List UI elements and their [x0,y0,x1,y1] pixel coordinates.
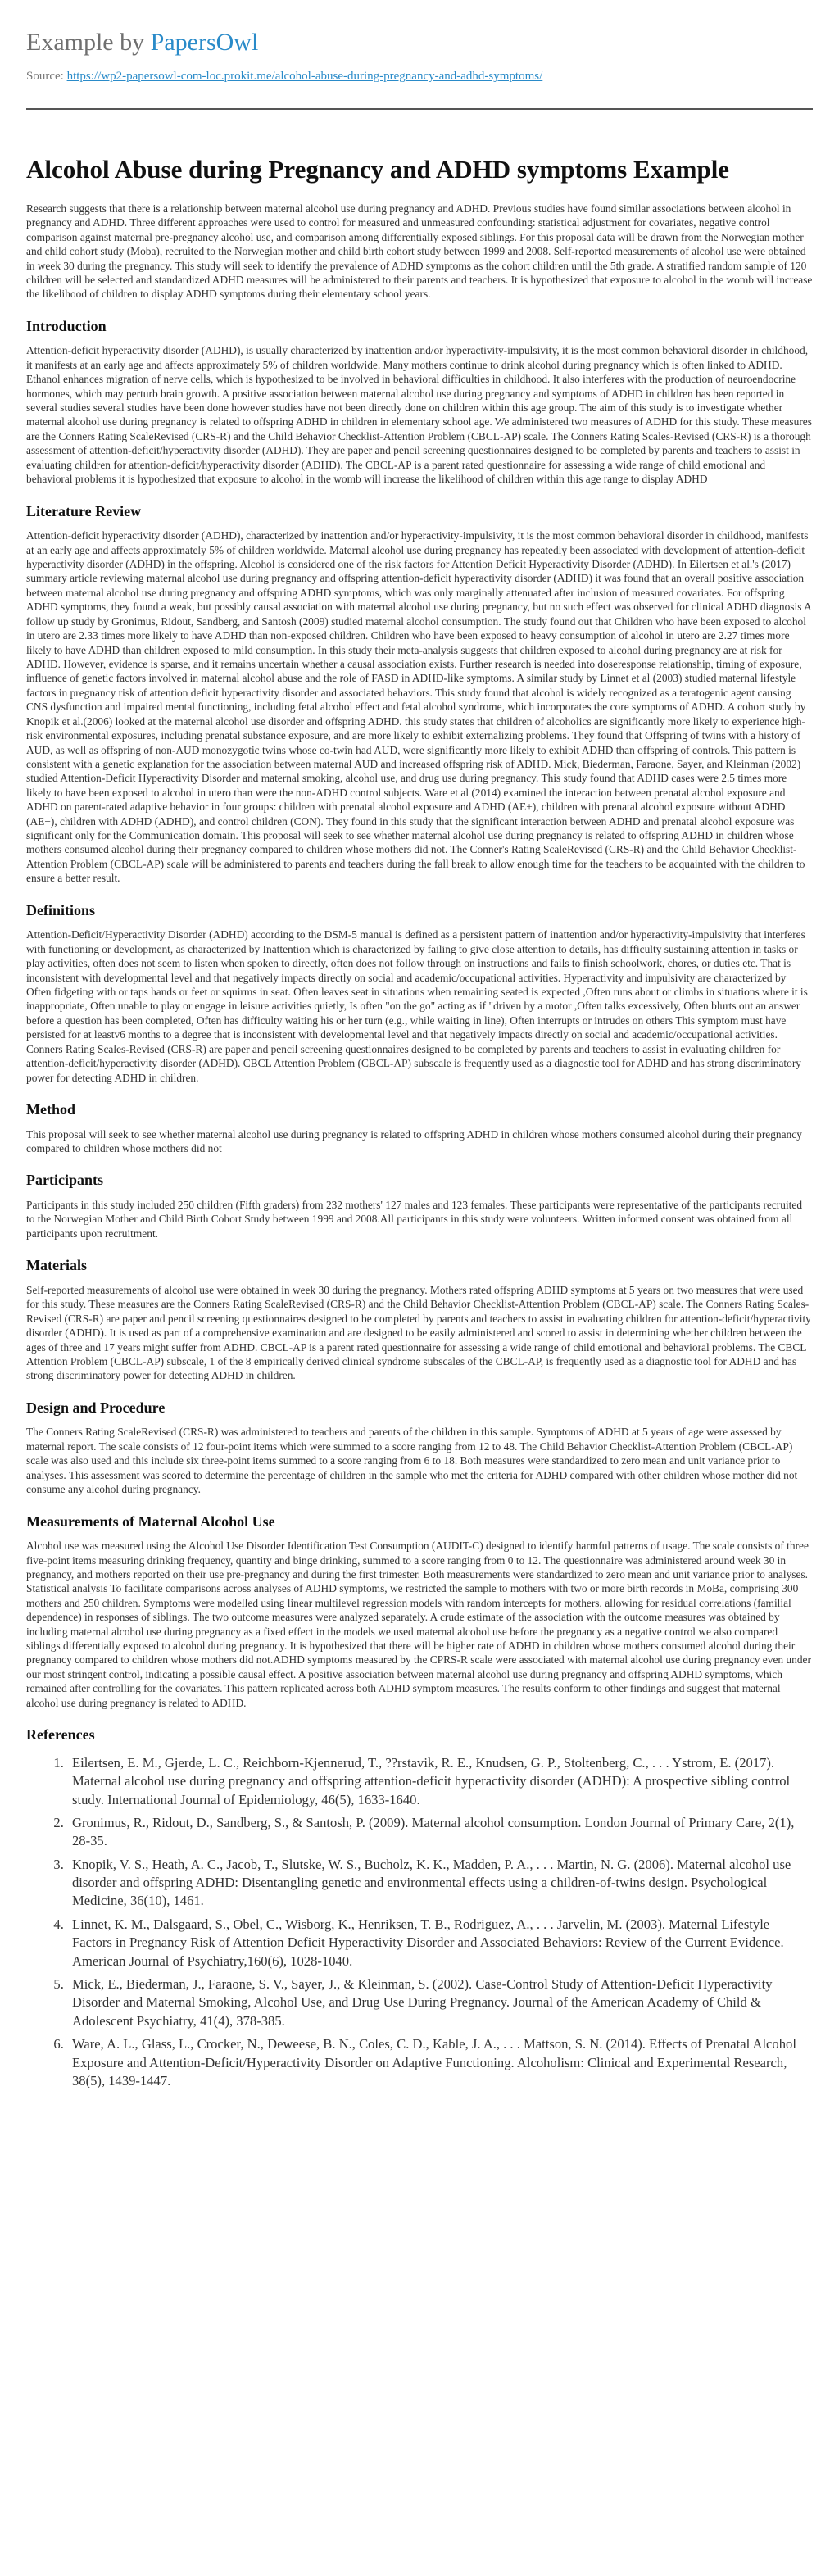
section-method [26,1101,813,1155]
reference-item: 1. Eilertsen, E. M., Gjerde, L. C., Reichborn-Kjennerud, T., ??rstavik, R. E., Knudsen, G. P., Stoltenberg, C., . . . Ystrom, E. (2017). Maternal alcohol use during pregnancy and offspring attention-deficit hyperactivity disorder (ADHD): A prospective sibling control study. International Journal of Epidemiology, 46(5), 1633-1640. [67,1754,813,1809]
header-divider [26,108,813,110]
section-paragraph: Participants in this study included 250 children (Fifth graders) from 232 mothers' 127 males and 123 females. These participants were representative of the participants recruited to the Norwegian Mother and Child Birth Cohort Study between 1999 and 2008.All participants in this study were volunteers. Written informed consent was obtained from all participants upon recruitment. [26,1198,803,1240]
site-title-prefix: Example by [26,29,151,56]
section-heading: Materials [26,1257,87,1274]
source-label: Source: [26,70,67,83]
section-participants [26,1172,813,1240]
reference-item: 4. Linnet, K. M., Dalsgaard, S., Obel, C., Wisborg, K., Henriksen, T. B., Rodriguez, A., . . . Jarvelin, M. (2003). Maternal Lifestyle Factors in Pregnancy Risk of Attention Deficit Hyperactivity Disorder and Associated Behaviors: Review of the Current Evidence. American Journal of Psychiatry,160(6), 1028-1040. [67,1916,813,1971]
section-introduction [26,318,813,487]
section-paragraph: Self-reported measurements of alcohol use were obtained in week 30 during the pregnancy. Mothers rated offspring ADHD symptoms at 5 years on two measures that were used for this study. These measures are the Conners Rating ScaleRevised (CRS-R) and the Child Behavior Checklist-Attention Problem (CBCL-AP) scale. The Conners Rating Scales-Revised (CRS-R) are paper and pencil screening questionnaires designed to be completed by parents and teachers to assist in evaluating children for attention-deficit/hyperactivity disorder (ADHD). It is used as part of a comprehensive examination and are designed to be easily administered and scored to assist in determining whether children between the ages of three and 17 years might suffer from ADHD. CBCL-AP is a parent rated questionnaire for assessing a wide range of child emotional and behavioral problems. The CBCL Attention Problem (CBCL-AP) subscale, 1 of the 8 empirically derived clinical syndrome subscales of the CBCL-AP, is frequently used as a diagnostic tool for ADHD and has strong discriminatory power for detecting ADHD in children. [26,1283,811,1382]
section-heading: Method [26,1100,75,1118]
site-title [26,26,813,58]
section-definitions [26,902,813,1085]
reference-item: 2. Gronimus, R., Ridout, D., Sandberg, S., & Santosh, P. (2009). Maternal alcohol consumption. London Journal of Primary Care, 2(1), 28-35. [67,1814,813,1851]
reference-item: 6. Ware, A. L., Glass, L., Crocker, N., Deweese, B. N., Coles, C. D., Kable, J. A., . . . Mattson, S. N. (2014). Effects of Prenatal Alcohol Exposure and Attention-Deficit/Hyperactivity Disorder on Adaptive Functioning. Alcoholism: Clinical and Experimental Research, 38(5), 1439-1447. [67,2035,813,2090]
section-paragraph: The Conners Rating ScaleRevised (CRS-R) was administered to teachers and parents of the children in this sample. Symptoms of ADHD at 5 years of age were assessed by maternal report. The scale consists of 12 four-point items which were summed to a score ranging from 12 to 48. The Child Behavior Checklist-Attention Problem (CBCL-AP) scale was also used and this include six three-point items summed to a score ranging from 6 to 18. Both measures were standardized to zero mean and unit variance prior to analyses. This assessment was scored to determine the percentage of children in the sample who met the criteria for ADHD compared with other children whose mother did not consume any alcohol during pregnancy. [26,1426,798,1496]
references-heading: References [26,1726,95,1744]
reference-item: 3. Knopik, V. S., Heath, A. C., Jacob, T., Slutske, W. S., Bucholz, K. K., Madden, P. A., . . . Martin, N. G. (2006). Maternal alcohol use disorder and offspring ADHD: Disentangling genetic and environmental effects using a children-of-twins design. Psychological Medicine, 36(10), 1461. [67,1856,813,1911]
article-abstract: Research suggests that there is a relationship between maternal alcohol use during pregnancy and ADHD. Previous studies have found similar associations between alcohol in pregnancy and ADHD. Three different approaches were used to control for measured and unmeasured confounding: statistical adjustment for covariates, negative control comparison against maternal pre-pregnancy alcohol use, and comparison among differentially exposed siblings. For this proposal data will be drawn from the Norwegian mother and child cohort study (Moba), recruited to the Norwegian mother and child birth cohort study between 1999 and 2008. Self-reported measurements of alcohol use were obtained in week 30 during the pregnancy. This study will seek to identify the prevalence of ADHD symptoms as the cohort children until the 5th grade. A stratified random sample of 120 children will be selected and standardized ADHD measures will be administered to their parents and teachers. It is hypothesized that exposure to alcohol in the womb will increase the likelihood of children to display ADHD symptoms during their elementary school years. [26,202,813,301]
source-link[interactable]: https://wp2-papersowl-com-loc.prokit.me/alcohol-abuse-during-pregnancy-and-adhd-symptoms/ [66,70,543,83]
section-paragraph: Attention-deficit hyperactivity disorder (ADHD), characterized by inattention and/or hyperactivity-impulsivity, it is the most common behavioral disorder in childhood, manifests at an early age and affects approximately 5% of children worldwide. Maternal alcohol use during pregnancy has repeatedly been associated with development of attention-deficit hyperactivity disorder (ADHD) in the offspring. Alcohol is considered one of the risk factors for Attention Deficit Hyperactivity Disorder (ADHD). In Eilertsen et al.'s (2017) summary article reviewing maternal alcohol use during pregnancy and offspring attention-deficit hyperactivity disorder (ADHD) it was found that an overall positive association between maternal alcohol use during pregnancy and offspring ADHD symptoms, which was only marginally attenuated after inclusion of measured covariates. For offspring ADHD symptoms, they found a weak, but possibly causal association with maternal alcohol use during pregnancy, but no such effect was observed for clinical ADHD diagnosis A follow up study by Gronimus, Ridout, Sandberg, and Santosh (2009) studied maternal alcohol consumption. The study found out that Children who have been exposed to alcohol in utero are 2.33 times more likely to have ADHD than non-exposed children. Children who have been exposed to heavy consumption of alcohol in utero are 2.27 times more likely to have ADHD than children exposed to mild consumption. In this study their meta-analysis suggests that children exposed to alcohol during pregnancy are at risk for ADHD. However, evidence is sparse, and it remains uncertain whether a causal association exists. Further research is needed into doseresponse relationship, timing of exposure, influence of genetic factors involved in maternal alcohol abuse and the role of FASD in ADHD-like symptoms. A similar study by Linnet et al (2003) studied maternal lifestyle factors in pregnancy risk of attention deficit hyperactivity disorder and associated behaviors. This study found that alcohol is widely recognized as a teratogenic agent causing CNS dysfunction and impaired mental functioning, including fetal alcohol effect and fetal alcohol syndrome, which incorporates the core symptoms of ADHD. A cohort study by Knopik et al.(2006) looked at the maternal alcohol use disorder and offspring ADHD. this study states that children of alcoholics are significantly more likely to experience high-risk environmental exposures, including prenatal substance exposure, and are more likely to exhibit externalizing problems. They found that Offspring of twins with a history of AUD, as well as offspring of non-AUD monozygotic twins whose co-twin had AUD, were significantly more likely to exhibit ADHD than offspring of controls. This pattern is consistent with a genetic explanation for the association between maternal AUD and increased offspring risk of ADHD. Mick, Biederman, Faraone, Sayer, and Kleinman (2002) studied Attention-Deficit Hyperactivity Disorder and maternal smoking, alcohol use, and drug use during pregnancy. This study found that ADHD cases were 2.5 times more likely to have been exposed to alcohol in utero than were the non-ADHD control subjects. Ware et al (2014) examined the interaction between prenatal alcohol exposure and ADHD on parent-rated adaptive behavior in four groups: children with prenatal alcohol exposure and ADHD (AE+), children with prenatal alcohol exposure without ADHD (AE−), children with ADHD (ADHD), and control children (CON). They found in this study that the significant interaction between ADHD and prenatal alcohol exposure was significant only for the Communication domain. This proposal will seek to see whether maternal alcohol use during pregnancy is related to offspring ADHD in children whose mothers consumed alcohol during their pregnancy compared to children whose mothers did not. The Conner's Rating ScaleRevised (CRS-R) and the Child Behavior Checklist-Attention Problem (CBCL-AP) scale will be administered to parents and teachers during the fall break to allow enough time for the teachers to be acquainted with the children to ensure a better result. [26,529,811,885]
section-design-and-procedure [26,1399,813,1497]
article-title: Alcohol Abuse during Pregnancy and ADHD symptoms Example [26,155,730,184]
article [26,154,813,2090]
section-paragraph: This proposal will seek to see whether maternal alcohol use during pregnancy is related to offspring ADHD in children whose mothers consumed alcohol during their pregnancy compared to children whose mothers did not [26,1127,802,1154]
section-heading: Definitions [26,901,96,918]
brand-name: PapersOwl [150,29,259,56]
section-paragraph: Attention-deficit hyperactivity disorder (ADHD), is usually characterized by inattention and/or hyperactivity-impulsivity, it is the most common behavioral disorder in childhood, it manifests at an early age and affects approximately 5% of children worldwide. Many mothers continue to drink alcohol during pregnancy which is often linked to ADHD. Ethanol enhances migration of nerve cells, which is hypothesized to be involved in behavioral difficulties in childhood. It also interferes with the production of neuroendocrine hormones, which may perturb brain growth. A positive association between maternal alcohol use during pregnancy and symptoms of ADHD in children has been reported in several studies several studies have been done however studies have not been directly done on children within this age group. The aim of this study is to investigate whether maternal alcohol use during pregnancy is related to offspring ADHD in children in elementary school age. We administered two measures of ADHD for this study. These measures are the Conners Rating ScaleRevised (CRS-R) and the Child Behavior Checklist-Attention Problem (CBCL-AP) scale. The Conners Rating Scales-Revised (CRS-R) is a thorough assessment of attention-deficit/hyperactivity disorder (ADHD). They are paper and pencil screening questionnaires designed to be completed by parents and teachers to assist in evaluating children for attention-deficit/hyperactivity disorder (ADHD). The CBCL-AP is a parent rated questionnaire for assessing a wide range of child emotional and behavioral problems it is hypothesized that exposure to alcohol in the womb will increase the likelihood of children within this age range to display ADHD [26,344,812,486]
source-line [26,70,813,84]
section-paragraph: Attention-Deficit/Hyperactivity Disorder (ADHD) according to the DSM-5 manual is defined as a persistent pattern of inattention and/or hyperactivity-impulsivity that interferes with functioning or development, as characterized by Inattention which is characterized by failing to give close attention to details, has difficulty sustaining attention in tasks or play activities, often does not seem to listen when spoken to directly, often does not follow through on instructions and fails to finish schoolwork, chores, or duties etc. That is inconsistent with developmental level and that negatively impacts directly on social and academic/occupational activities. Hyperactivity and impulsivity are characterized by Often fidgeting with or taps hands or feet or squirms in seat. Often leaves seat in situations when remaining seated is expected ,Often runs about or climbs in situations where it is inappropriate, Often unable to play or engage in leisure activities quietly, Is often "on the go" acting as if "driven by a motor ,Often talks excessively, Often blurts out an answer before a question has been completed, Often has difficulty waiting his or her turn (e.g., while waiting in line), Often interrupts or intrudes on others This symptom must have persisted for at leastv6 months to a degree that is inconsistent with developmental level and that negatively impacts directly on social and academic/occupational activities. Conners Rating Scales-Revised (CRS-R) are paper and pencil screening questionnaires designed to be completed by parents and teachers to assist in evaluating children for attention-deficit/hyperactivity disorder (ADHD). CBCL Attention Problem (CBCL-AP) subscale is frequently used as a diagnostic tool for ADHD and has strong discriminatory power for detecting ADHD in children. [26,928,808,1084]
section-materials [26,1257,813,1383]
section-literature-review [26,503,813,886]
section-paragraph: Alcohol use was measured using the Alcohol Use Disorder Identification Test Consumption (AUDIT-C) designed to identify harmful patterns of usage. The scale consists of three five-point items measuring drinking frequency, quantity and binge drinking, summed to a score ranging from 0 to 12. The questionnaire was administered around week 30 in pregnancy, and mothers reported on their use pre-pregnancy and during the first trimester. Both measurements were standardized to zero mean and unit variance prior to analyses. Statistical analysis To facilitate comparisons across analyses of ADHD symptoms, we restricted the sample to mothers with two or more birth records in MoBa, comprising 300 mothers and 250 children. Symptoms were modelled using linear multilevel regression models with random intercepts for mothers, allowing for residual correlations (familial dependence) in responses of siblings. The two outcome measures were analyzed separately. A crude estimate of the association with the outcome measures was obtained by including maternal alcohol use during pregnancy as a fixed effect in the models we used maternal alcohol use before the pregnancy as a negative control we also compared siblings differentially exposed to alcohol during pregnancy. It is hypothesized that there will be higher rate of ADHD in children whose mothers consumed alcohol during their pregnancy compared to children whose mothers did not.ADHD symptoms measured by the CPRS-R scale were associated with maternal alcohol use during pregnancy even under our most stringent control, indicating a possible causal effect. A positive association between maternal alcohol use during pregnancy and offspring ADHD symptoms, which remained after controlling for the covariates. This pattern replicated across both ADHD symptom measures. The results conform to other findings and suggest that maternal alcohol use during pregnancy is related to ADHD. [26,1540,811,1709]
section-measurements [26,1513,813,1711]
site-header [26,26,813,92]
section-references [26,1726,813,2090]
section-heading: Introduction [26,317,107,334]
section-heading: Literature Review [26,502,142,519]
section-heading: Design and Procedure [26,1399,166,1416]
reference-item: 5. Mick, E., Biederman, J., Faraone, S. V., Sayer, J., & Kleinman, S. (2002). Case-Control Study of Attention-Deficit Hyperactivity Disorder and Maternal Smoking, Alcohol Use, and Drug Use During Pregnancy. Journal of the American Academy of Child & Adolescent Psychiatry, 41(4), 378-385. [67,1975,813,2030]
references-list [26,1754,813,2091]
section-heading: Measurements of Maternal Alcohol Use [26,1512,275,1530]
section-heading: Participants [26,1172,103,1189]
